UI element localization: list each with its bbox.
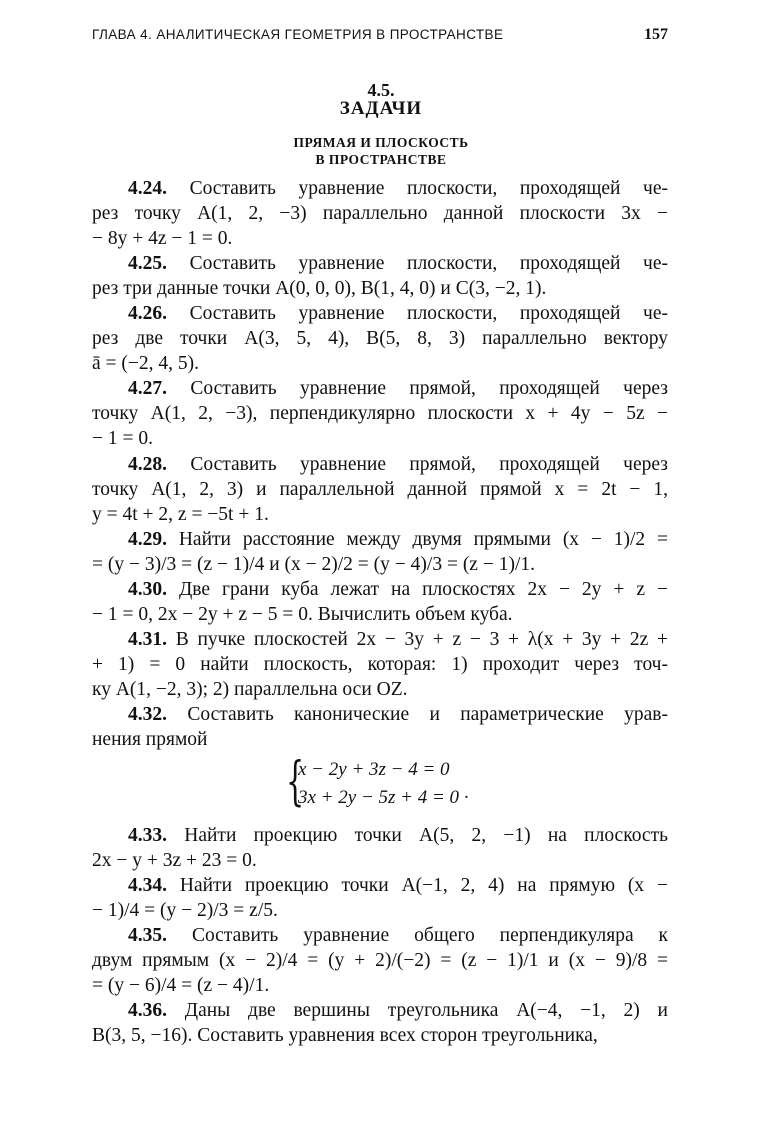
problem-line: − 1 = 0, 2x − 2y + z − 5 = 0. Вычислить объем куба. [92, 604, 513, 625]
problem-number: 4.36. [128, 1000, 167, 1021]
problem-line: рез точку A(1, 2, −3) параллельно данной плоскости 3x − [92, 203, 668, 224]
system-equation-2: 3x + 2y − 5z + 4 = 0 · [298, 787, 469, 808]
problem-line: 4.36. Даны две вершины треугольника A(−4, −1, 2) и [128, 1000, 668, 1021]
problem-line: 4.24. Составить уравнение плоскости, проходящей че- [128, 178, 668, 199]
page-number: 157 [644, 26, 668, 43]
problem-number: 4.31. [128, 629, 167, 650]
problem-line: точку A(1, 2, 3) и параллельной данной прямой x = 2t − 1, [92, 479, 668, 500]
problem-line: двум прямым (x − 2)/4 = (y + 2)/(−2) = (z − 1)/1 и (x − 9)/8 = [92, 950, 668, 971]
problem-line: 4.26. Составить уравнение плоскости, проходящей че- [128, 303, 668, 324]
section-subtitle-line1: ПРЯМАЯ И ПЛОСКОСТЬ [293, 135, 469, 150]
problem-line: точку A(1, 2, −3), перпендикулярно плоскости x + 4y − 5z − [92, 403, 668, 424]
equation-system [286, 752, 486, 814]
problem-line: − 1)/4 = (y − 2)/3 = z/5. [92, 900, 278, 921]
section-number: 4.5. [367, 80, 395, 100]
problem-line: + 1) = 0 найти плоскость, которая: 1) проходит через точ- [92, 654, 668, 675]
running-title: ГЛАВА 4. АНАЛИТИЧЕСКАЯ ГЕОМЕТРИЯ В ПРОСТРАНСТВЕ [92, 27, 504, 42]
problem-line: = (y − 6)/4 = (z − 4)/1. [92, 975, 270, 996]
problem-number: 4.34. [128, 875, 167, 896]
problem-line: 4.27. Составить уравнение прямой, проходящей через [128, 378, 668, 399]
problem-line: нения прямой [92, 729, 208, 750]
problem-line: y = 4t + 2, z = −5t + 1. [92, 504, 269, 525]
problem-line: − 1 = 0. [92, 428, 153, 449]
problem-line: ку A(1, −2, 3); 2) параллельна оси OZ. [92, 679, 408, 700]
problem-number: 4.35. [128, 925, 167, 946]
section-subtitle-line2: В ПРОСТРАНСТВЕ [315, 152, 447, 167]
problem-line: 4.28. Составить уравнение прямой, проходящей через [128, 454, 668, 475]
problem-line: 4.31. В пучке плоскостей 2x − 3y + z − 3 + λ(x + 3y + 2z + [128, 629, 668, 650]
problem-line: рез две точки A(3, 5, 4), B(5, 8, 3) параллельно вектору [92, 328, 668, 349]
problem-line: 4.35. Составить уравнение общего перпендикуляра к [128, 925, 668, 946]
problem-number: 4.33. [128, 825, 167, 846]
problem-number: 4.29. [128, 529, 167, 550]
problem-line: = (y − 3)/3 = (z − 1)/4 и (x − 2)/2 = (y − 4)/3 = (z − 1)/1. [92, 554, 535, 575]
problem-number: 4.30. [128, 579, 167, 600]
system-equation-1: x − 2y + 3z − 4 = 0 [298, 759, 450, 780]
problem-line: 4.25. Составить уравнение плоскости, проходящей че- [128, 253, 668, 274]
problem-number: 4.25. [128, 253, 167, 274]
section-title: ЗАДАЧИ [339, 98, 423, 119]
problem-line: B(3, 5, −16). Составить уравнения всех сторон треугольника, [92, 1025, 598, 1046]
problem-number: 4.24. [128, 178, 167, 199]
problem-line: 4.29. Найти расстояние между двумя прямыми (x − 1)/2 = [128, 529, 668, 550]
running-header [92, 26, 668, 44]
problem-line: ā = (−2, 4, 5). [92, 353, 200, 374]
problem-line: − 8y + 4z − 1 = 0. [92, 228, 233, 249]
problem-line: 4.30. Две грани куба лежат на плоскостях 2x − 2y + z − [128, 579, 669, 600]
problem-line: 4.33. Найти проекцию точки A(5, 2, −1) на плоскость [128, 825, 669, 846]
problem-number: 4.26. [128, 303, 167, 324]
problem-line: 2x − y + 3z + 23 = 0. [92, 850, 257, 871]
problem-number: 4.32. [128, 704, 167, 725]
problem-line: 4.34. Найти проекцию точки A(−1, 2, 4) на прямую (x − [128, 875, 669, 896]
problem-line: 4.32. Составить канонические и параметрические урав- [128, 704, 669, 725]
problem-line: рез три данные точки A(0, 0, 0), B(1, 4, 0) и C(3, −2, 1). [92, 278, 547, 299]
problem-number: 4.27. [128, 378, 167, 399]
problem-number: 4.28. [128, 454, 167, 475]
system-brace: { [286, 752, 305, 812]
